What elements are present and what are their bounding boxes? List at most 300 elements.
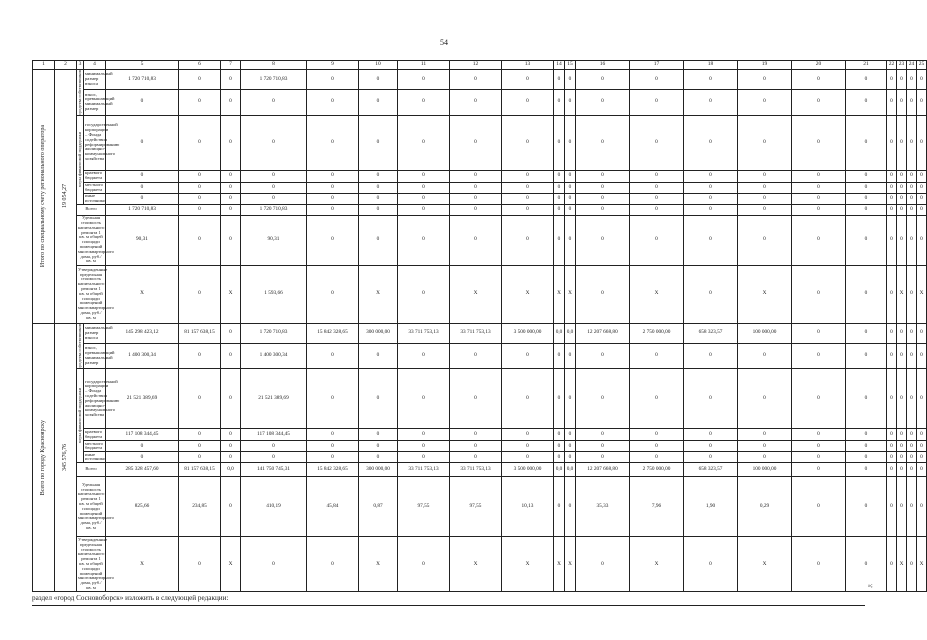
value-cell: 234,85	[179, 477, 221, 537]
value-cell: 0,0	[565, 323, 576, 343]
value-cell: 0	[565, 369, 576, 429]
value-cell: 0	[450, 115, 502, 170]
value-cell: 0	[738, 115, 792, 170]
value-cell: 0	[684, 369, 738, 429]
value-cell: 0	[359, 115, 398, 170]
value-cell: 0	[576, 215, 630, 265]
value-cell: 0	[450, 204, 502, 215]
value-cell: 0	[846, 463, 887, 477]
row-label: иные источники	[85, 451, 106, 462]
col-header: 11	[398, 61, 450, 70]
closing-quote: »;	[868, 583, 873, 589]
col-header: 19	[738, 61, 792, 70]
group-support-text: меры финансовой поддержки	[77, 388, 82, 444]
value-cell: 0	[887, 452, 897, 463]
value-cell: 90,31	[106, 215, 179, 265]
value-cell: 1 593,66	[241, 265, 307, 323]
value-cell: X	[917, 265, 927, 323]
value-cell: 117 108 344,45	[241, 429, 307, 441]
value-cell: 0	[221, 429, 241, 441]
value-cell: 0	[630, 193, 684, 204]
value-cell: 0	[684, 452, 738, 463]
value-cell: 0	[502, 343, 554, 369]
value-cell: 0	[221, 452, 241, 463]
value-cell: X	[106, 537, 179, 592]
value-cell: 0	[359, 452, 398, 463]
value-cell: 0	[221, 369, 241, 429]
value-cell: 0	[554, 343, 565, 369]
col-header: 4	[84, 61, 106, 70]
value-cell: 0	[576, 452, 630, 463]
value-cell: 0	[502, 215, 554, 265]
col-header: 7	[221, 61, 241, 70]
value-cell: 0	[554, 215, 565, 265]
value-cell: 0	[359, 343, 398, 369]
row-label: минимальный размер взноса	[84, 70, 106, 90]
col-header: 2	[55, 61, 77, 70]
value-cell: 2 750 000,00	[630, 463, 684, 477]
value-cell: 0	[630, 89, 684, 115]
value-cell: 0	[576, 170, 630, 182]
value-cell: X	[221, 537, 241, 592]
value-cell: 0	[897, 193, 907, 204]
value-cell: 0	[565, 193, 576, 204]
col-header: 12	[450, 61, 502, 70]
value-cell: 0	[630, 182, 684, 193]
group-owners-text: средства собственников	[77, 70, 82, 115]
value-cell: 0	[179, 343, 221, 369]
col-header: 8	[241, 61, 307, 70]
value-cell: X	[897, 537, 907, 592]
value-cell: 0	[502, 429, 554, 441]
value-cell: 0	[106, 89, 179, 115]
value-cell: 0	[106, 441, 179, 452]
col-header: 24	[907, 61, 917, 70]
value-cell: 1 720 710,83	[241, 204, 307, 215]
value-cell: 0	[221, 89, 241, 115]
value-cell: 0	[738, 452, 792, 463]
value-cell: 0	[917, 323, 927, 343]
group-owners	[77, 323, 84, 369]
value-cell: X	[738, 537, 792, 592]
value-cell: 0	[907, 452, 917, 463]
value-cell: 0	[897, 215, 907, 265]
value-cell: 0	[846, 323, 887, 343]
value-cell: 0	[792, 215, 846, 265]
value-cell: 0	[359, 204, 398, 215]
value-cell: 0	[576, 343, 630, 369]
col-header: 13	[502, 61, 554, 70]
value-cell: 0	[846, 452, 887, 463]
value-cell: 0	[554, 429, 565, 441]
value-cell: 0	[576, 369, 630, 429]
value-cell: 0	[630, 369, 684, 429]
value-cell: 33 711 753,13	[450, 463, 502, 477]
value-cell: 0	[565, 204, 576, 215]
value-cell: 0	[554, 477, 565, 537]
col-header: 10	[359, 61, 398, 70]
value-cell: 0	[684, 537, 738, 592]
value-cell: 0	[221, 204, 241, 215]
value-cell: 0	[792, 463, 846, 477]
table-row	[33, 369, 927, 429]
value-cell: X	[738, 265, 792, 323]
value-cell: 0	[554, 70, 565, 90]
value-cell: 0	[241, 452, 307, 463]
value-cell: 0	[241, 193, 307, 204]
value-cell: 10,13	[502, 477, 554, 537]
value-cell: 0	[887, 170, 897, 182]
value-cell: 0	[907, 204, 917, 215]
value-cell: 0	[792, 193, 846, 204]
col-header: 21	[846, 61, 887, 70]
table-row	[33, 429, 927, 441]
value-cell: 0	[917, 215, 927, 265]
value-cell: 141 750 745,31	[241, 463, 307, 477]
value-cell: 0	[846, 70, 887, 90]
value-cell: 0	[221, 182, 241, 193]
value-cell: 0	[738, 89, 792, 115]
value-cell: 35,33	[576, 477, 630, 537]
value-cell: 0	[502, 369, 554, 429]
value-cell: 12 207 668,80	[576, 323, 630, 343]
col-header: 15	[565, 61, 576, 70]
value-cell: 0	[221, 215, 241, 265]
value-cell: 0	[502, 170, 554, 182]
value-cell: 117 108 344,45	[106, 429, 179, 441]
row-label-total: Всего	[77, 204, 106, 215]
row-label: иные источники	[85, 192, 106, 203]
value-cell: X	[359, 265, 398, 323]
value-cell: 0	[897, 170, 907, 182]
value-cell: 0	[897, 429, 907, 441]
budget-table	[32, 60, 927, 592]
value-cell: 0	[450, 193, 502, 204]
value-cell: 7,96	[630, 477, 684, 537]
value-cell: 0	[398, 204, 450, 215]
value-cell: 0	[917, 70, 927, 90]
value-cell: 0	[887, 369, 897, 429]
value-cell: 0	[684, 441, 738, 452]
value-cell: 0	[106, 115, 179, 170]
value-cell: 0	[907, 215, 917, 265]
value-cell: 2 750 000,00	[630, 323, 684, 343]
value-cell: 0	[307, 70, 359, 90]
value-cell: 0	[502, 204, 554, 215]
value-cell: 300 000,00	[359, 323, 398, 343]
value-cell: X	[450, 265, 502, 323]
value-cell: 300 000,00	[359, 463, 398, 477]
table-row	[33, 265, 927, 323]
value-cell: 0	[307, 215, 359, 265]
value-cell: 0	[398, 369, 450, 429]
value-cell: 0	[917, 452, 927, 463]
value-cell: 0	[307, 193, 359, 204]
value-cell: 0	[502, 89, 554, 115]
value-cell: 0	[307, 204, 359, 215]
value-cell: 0	[179, 369, 221, 429]
value-cell: 33 711 753,13	[398, 323, 450, 343]
value-cell: 0	[565, 452, 576, 463]
value-cell: 0	[684, 265, 738, 323]
value-cell: 81 157 638,15	[179, 463, 221, 477]
value-cell: 0,87	[359, 477, 398, 537]
value-cell: 0	[307, 182, 359, 193]
value-cell: 0	[398, 215, 450, 265]
value-cell: 0	[179, 441, 221, 452]
value-cell: 81 157 638,15	[179, 323, 221, 343]
value-cell: 90,31	[241, 215, 307, 265]
value-cell: 100 000,00	[738, 323, 792, 343]
value-cell: 0	[792, 265, 846, 323]
value-cell: 0	[846, 441, 887, 452]
value-cell: 0	[179, 452, 221, 463]
footer-text: раздел «город Сосновоборск» изложить в следующей редакции:	[32, 594, 229, 602]
value-cell: 0	[887, 70, 897, 90]
value-cell: 0	[398, 182, 450, 193]
page-number: 54	[440, 38, 448, 47]
value-cell: X	[554, 537, 565, 592]
value-cell: 0	[738, 204, 792, 215]
value-cell: 0	[907, 429, 917, 441]
value-cell: 0	[684, 343, 738, 369]
value-cell: 0	[887, 537, 897, 592]
value-cell: 0	[738, 182, 792, 193]
value-cell: 0	[179, 265, 221, 323]
row-label-cost: Удельная стоимость капитального ремонта 1 кв. м общей площади помещений многоквартирного дома, руб./кв. м	[78, 215, 114, 264]
value-cell: 0	[398, 70, 450, 90]
value-cell: 0	[917, 477, 927, 537]
value-cell: 0	[792, 170, 846, 182]
value-cell: 0	[907, 182, 917, 193]
value-cell: 0	[307, 441, 359, 452]
value-cell: 0	[241, 182, 307, 193]
value-cell: 0	[630, 441, 684, 452]
value-cell: 0	[359, 369, 398, 429]
value-cell: 0	[179, 182, 221, 193]
value-cell: 0	[450, 70, 502, 90]
value-cell: 0	[554, 441, 565, 452]
value-cell: 0	[359, 70, 398, 90]
value-cell: 0	[630, 215, 684, 265]
value-cell: 1 720 710,83	[241, 70, 307, 90]
section-title-text: Итого по специальному счету регионального оператора	[40, 125, 47, 268]
value-cell: 0	[179, 115, 221, 170]
value-cell: 0	[179, 215, 221, 265]
value-cell: 0	[897, 343, 907, 369]
value-cell: 3 500 000,00	[502, 323, 554, 343]
value-cell: 0	[887, 182, 897, 193]
value-cell: 0,0	[554, 463, 565, 477]
value-cell: 0	[917, 429, 927, 441]
table-row	[33, 463, 927, 477]
value-cell: 0	[502, 441, 554, 452]
section-area-text: 19 054,27	[62, 184, 69, 209]
value-cell: 0	[738, 70, 792, 90]
value-cell: 0	[359, 89, 398, 115]
row-label-cost: Утвержденные предельная стоимость капитального ремонта 1 кв. м общей площади помещений многоквартирного дома, руб./кв. м	[78, 536, 114, 590]
value-cell: 0	[502, 193, 554, 204]
table-row	[33, 323, 927, 343]
row-label: местного бюджета	[84, 182, 106, 193]
value-cell: 97,55	[450, 477, 502, 537]
value-cell: 15 842 328,65	[307, 323, 359, 343]
value-cell: 0	[241, 537, 307, 592]
value-cell: 0	[684, 170, 738, 182]
value-cell: 0	[450, 89, 502, 115]
value-cell: 0	[738, 170, 792, 182]
table-row	[33, 343, 927, 369]
value-cell: 0,29	[738, 477, 792, 537]
value-cell: 0	[907, 463, 917, 477]
value-cell: 0	[576, 89, 630, 115]
row-label-total: Всего	[77, 463, 106, 477]
value-cell: 0	[792, 429, 846, 441]
value-cell: 0	[450, 429, 502, 441]
value-cell: 0	[179, 193, 221, 204]
value-cell: 1,90	[684, 477, 738, 537]
footer-underline	[32, 605, 865, 606]
value-cell: 0	[398, 452, 450, 463]
value-cell: 0	[359, 193, 398, 204]
value-cell: 0	[106, 170, 179, 182]
col-header: 3	[77, 61, 84, 70]
value-cell: X	[554, 265, 565, 323]
value-cell: 33 711 753,13	[398, 463, 450, 477]
row-label: местного бюджета	[84, 441, 106, 452]
value-cell: X	[359, 537, 398, 592]
value-cell: 0	[398, 537, 450, 592]
value-cell: 0	[576, 70, 630, 90]
value-cell: 0	[907, 343, 917, 369]
col-header: 17	[630, 61, 684, 70]
value-cell: 0	[738, 369, 792, 429]
value-cell: 0	[307, 115, 359, 170]
value-cell: 97,55	[398, 477, 450, 537]
value-cell: 0	[792, 115, 846, 170]
value-cell: 0	[221, 115, 241, 170]
row-label: краевого бюджета	[84, 170, 106, 182]
table-row	[33, 215, 927, 265]
value-cell: 0	[792, 70, 846, 90]
value-cell: 0	[738, 429, 792, 441]
value-cell: 0	[241, 89, 307, 115]
value-cell: 0	[792, 89, 846, 115]
value-cell: 33 711 753,13	[450, 323, 502, 343]
value-cell: X	[221, 265, 241, 323]
value-cell: X	[565, 265, 576, 323]
value-cell: 0	[792, 441, 846, 452]
group-support	[77, 369, 84, 463]
value-cell: 0	[907, 537, 917, 592]
value-cell: 145 298 423,12	[106, 323, 179, 343]
col-header: 5	[106, 61, 179, 70]
table-row	[33, 70, 927, 90]
value-cell: 0	[179, 204, 221, 215]
value-cell: X	[106, 265, 179, 323]
section-title	[33, 70, 55, 324]
table-row	[33, 170, 927, 182]
value-cell: 0	[359, 215, 398, 265]
value-cell: 0	[846, 477, 887, 537]
section-area	[55, 70, 77, 324]
value-cell: X	[630, 265, 684, 323]
value-cell: 0	[846, 182, 887, 193]
value-cell: 0	[738, 215, 792, 265]
value-cell: 0	[846, 343, 887, 369]
table-row	[33, 537, 927, 592]
table-row	[33, 204, 927, 215]
col-header: 22	[887, 61, 897, 70]
value-cell: 0	[887, 115, 897, 170]
value-cell: 0	[576, 115, 630, 170]
value-cell: 0	[907, 193, 917, 204]
row-label: государственной корпорации – Фонда содействия реформированию жилищно-коммунального хозяйства	[84, 115, 106, 170]
value-cell: 0	[450, 369, 502, 429]
value-cell: 0	[398, 115, 450, 170]
value-cell: 0	[179, 537, 221, 592]
value-cell: 0,0	[221, 463, 241, 477]
value-cell: 0	[565, 89, 576, 115]
value-cell: 0	[846, 170, 887, 182]
value-cell: 0	[684, 204, 738, 215]
value-cell: 0	[221, 441, 241, 452]
value-cell: 0	[897, 452, 907, 463]
value-cell: 0	[576, 265, 630, 323]
value-cell: 0	[887, 204, 897, 215]
value-cell: 0	[565, 441, 576, 452]
value-cell: 0	[917, 463, 927, 477]
col-header: 20	[792, 61, 846, 70]
value-cell: 0	[221, 70, 241, 90]
value-cell: 0	[576, 204, 630, 215]
value-cell: 0	[630, 115, 684, 170]
value-cell: 0	[450, 170, 502, 182]
value-cell: 0	[554, 89, 565, 115]
table-row	[33, 441, 927, 452]
value-cell: 0	[792, 182, 846, 193]
value-cell: 0	[897, 323, 907, 343]
value-cell: 1 720 710,83	[106, 70, 179, 90]
value-cell: 0	[450, 452, 502, 463]
value-cell: 0	[907, 369, 917, 429]
table-row	[33, 182, 927, 193]
value-cell: 0	[846, 89, 887, 115]
value-cell: X	[897, 265, 907, 323]
value-cell: 0	[684, 115, 738, 170]
value-cell: 0	[565, 429, 576, 441]
row-label: минимальный размер взноса	[84, 323, 106, 343]
value-cell: 0	[897, 441, 907, 452]
value-cell: 0	[887, 215, 897, 265]
value-cell: 0	[684, 182, 738, 193]
value-cell: 0	[917, 170, 927, 182]
value-cell: 0	[846, 537, 887, 592]
value-cell: 0	[398, 429, 450, 441]
value-cell: 0	[554, 115, 565, 170]
value-cell: 0	[887, 477, 897, 537]
value-cell: 0	[221, 193, 241, 204]
value-cell: 0	[887, 429, 897, 441]
value-cell: 21 521 389,69	[106, 369, 179, 429]
value-cell: 0	[907, 323, 917, 343]
value-cell: 0	[398, 441, 450, 452]
value-cell: 0	[897, 369, 907, 429]
value-cell: 0	[106, 452, 179, 463]
section-area	[55, 323, 77, 592]
value-cell: 0	[792, 452, 846, 463]
table-row	[33, 477, 927, 537]
